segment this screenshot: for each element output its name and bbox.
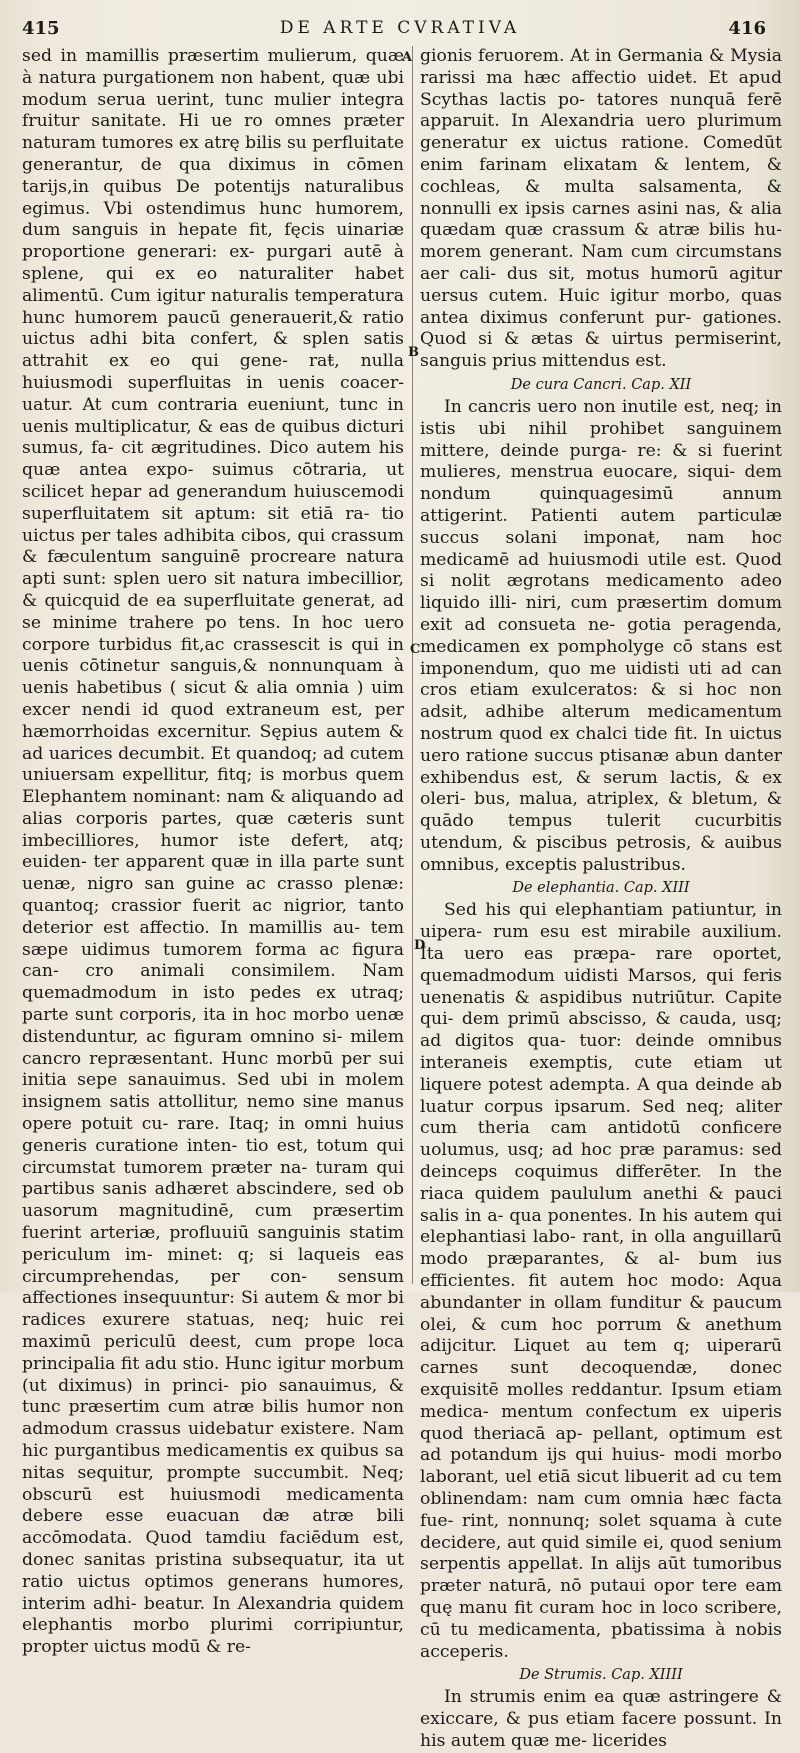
left-column	[22, 46, 404, 1658]
section-heading-strumis: De Strumis. Cap. XIIII	[519, 1667, 683, 1684]
running-title: DE ARTE CVRATIVA	[279, 18, 521, 38]
right-column-intro: gionis feruorem. At in Germania & Mysia rarissi ma hæc affectio uideŧ. Et apud Scythas lactis po- tatores nunquā ferē apparuit. In Alexandria uero plurimum generatur ex uictus ratione. Comedūt enim farinam elixatam & lentem, & cochleas, & multa salsamenta, & nonnulli ex ipsis carnes asini nas, & alia quædam quæ crassum & atræ bilis hu- morem generant. Nam cum circumstans aer cali- dus sit, motus humorū agitur uersus cutem. Huic igitur morbo, quas antea diximus conferunt pur- gationes. Quod si & ætas & uirtus permiserint, sanguis prius mittendus est.	[420, 46, 782, 372]
section-heading-elephantia: De elephantia. Cap. XIII	[512, 880, 690, 897]
right-column	[420, 46, 782, 1751]
margin-letter-b: B	[408, 345, 419, 360]
left-column-text: sed in mamillis præsertim mulierum, quæ à natura purgationem non habent, quæ ubi modum serua uerint, tunc mulier integra fruitur sanitate. Hi ue ro omnes præter naturam tumores ex atrę bilis su perfluitate generantur, de qua diximus in cōmen tarijs,in quibus De potentijs naturalibus egimus. Vbi ostendimus hunc humorem, dum sanguis in hepate fit, fęcis uinariæ proportione generari: ex- purgari autē à splene, qui ex eo naturaliter habet alimentū. Cum igitur naturalis temperatura hunc humorem paucū generauerit,& ratio uictus adhi bita confert, & splen satis attrahit ex eo qui gene- raŧ, nulla huiusmodi superfluitas in uenis coacer- uatur. At cum contraria eueniunt, tunc in uenis multiplicatur, & eas de quibus dicturi sumus, fa- cit ægritudines. Dico autem his quæ antea expo- suimus cōtraria, ut scilicet hepar ad generandum huiuscemodi superfluitatem sit aptum: sit etiā ra- tio uictus per tales adhibita cibos, qui crassum & fæculentum sanguinē procreare natura apti sunt: splen uero sit natura imbecillior, & quicquid de ea superfluitate generaŧ, ad se minime trahere po tens. In hoc uero corpore turbidus fit,ac crassescit is qui in uenis cōtinetur sanguis,& nonnunquam à uenis habetibus ( sicut & alia omnia ) uim excer nendi id quod extraneum est, per hæmorrhoidas excernitur. Sępius autem & ad uarices decumbit. Et quandoq; ad cutem uniuersam expellitur, fitq; is morbus quem Elephantem nominant: nam & aliquando ad alias corporis partes, quæ cæteris sunt imbecilliores, humor iste deferŧ, atq; euiden- ter apparent quæ in illa parte sunt uenæ, nigro san guine ac crasso plenæ: quantoq; crassior fuerit ac nigrior, tanto deterior est affectio. In mamillis au- tem sæpe uidimus tumorem forma ac figura can- cro animali consimilem. Nam quemadmodum in isto pedes ex utraq; parte sunt corporis, ita in hoc morbo uenæ distenduntur, ac figuram omnino si- milem cancro repræsentant. Hunc morbū per sui initia sepe sanauimus. Sed ubi in molem insignem satis attollitur, nemo sine manus opere potuit cu- rare. Itaq; in omni huius generis curatione inten- tio est, totum qui circumstat tumorem præter na- turam qui partibus sanis adhæret abscindere, sed ob uasorum magnitudinē, cum præsertim fuerint arteriæ, profluuiū sanguinis statim periculum im- minet: q; si laqueis eas circumprehendas, per con- sensum affectiones insequuntur: Si autem & mor bi radices exurere statuas, neq; huic rei maximū periculū deest, cum prope loca principalia fit adu stio. Hunc igitur morbum (ut diximus) in princi- pio sanauimus, & tunc præsertim cum atræ bilis humor non admodum crassus uidebatur existere. Nam hic purgantibus medicamentis ex quibus sa nitas sequitur, prompte succumbit. Neq; obscurū est huiusmodi medicamenta debere esse euacuan dæ atræ bili accōmodata. Quod tamdiu faciēdum est, donec sanitas pristina subsequatur, ita ut ratio uictus optimos generans humores, interim adhi- beatur. In Alexandria quidem elephantis morbo plurimi corripiuntur, propter uictus modū & re-	[22, 46, 404, 1658]
section-heading-cancer: De cura Cancri. Cap. XII	[510, 376, 692, 393]
column-divider	[412, 46, 413, 1284]
section-text-elephantia: Sed his qui elephantiam patiuntur, in uipera- rum esu est mirabile auxilium. Ita uero eas præpa- rare oportet, quemadmodum uidisti Marsos, qui feris uenenatis & aspidibus nutriūtur. Capite qui- dem primū abscisso, & cauda, usq; ad digitos qua- tuor: deinde omnibus interaneis exemptis, cute etiam ut liquere potest adempta. A qua deinde ab luatur corpus ipsarum. Sed neq; aliter cum theria cam antidotū conficere uolumus, usq; ad hoc præ paramus: sed deinceps coquimus differēter. In the riaca quidem paululum anethi & pauci salis in a- qua ponentes. In his autem qui elephantiasi labo- rant, in olla anguillarū modo præparantes, & al- bum ius efficientes. fit autem hoc modo: Aqua abundanter in ollam funditur & paucum olei, & cum hoc porrum & anethum adijcitur. Liquet au tem q; uiperarū carnes sunt decoquendæ, donec exquisitē molles reddantur. Ipsum etiam medica- mentum confectum ex uiperis quod theriacā ap- pellant, optimum est ad potandum ijs qui huius- modi morbo laborant, uel etiā sicut libuerit ad cu tem oblinendam: nam cum omnia hæc facta fue- rint, nonnunq; solet squama à cute decidere, aut quid simile ei, quod senium serpentis appellaŧ. In alijs aūt tumoribus præter naturā, nō putaui opor tere eam quę manu fit curam hoc in loco scribere, cū tu medicamenta, pbatissima à nobis acceperis.	[420, 900, 782, 1662]
margin-letter-d: D	[414, 938, 426, 953]
section-text-strumis: In strumis enim ea quæ astringere & exiccare, & pus etiam facere possunt. In his autem quæ me- licerides	[420, 1687, 782, 1751]
margin-letter-a: A	[402, 50, 413, 65]
section-text-cancer: In cancris uero non inutile est, neq; in istis ubi nihil prohibet sanguinem mittere, deinde purga- re: & si fuerint mulieres, menstrua euocare, siqui- dem nondum quinquagesimū annum attigerint. Patienti autem particulæ succus solani imponaŧ, nam hoc medicamē ad huiusmodi utile est. Quod si nolit ægrotans medicamento adeo liquido illi- niri, cum præsertim domum exit ad consueta ne- gotia peragenda, medicamen ex pompholyge cō stans est imponendum, quo me uidisti uti ad can cros etiam exulceratos: & si hoc non adsit, adhibe alterum medicamentum nostrum quod ex chalci tide fit. In uictus uero ratione succus ptisanæ abun danter exhibendus est, & serum lactis, & ex oleri- bus, malua, atriplex, & bletum, & quādo tempus tulerit cucurbitis utendum, & piscibus petrosis, & auibus omnibus, exceptis palustribus.	[420, 396, 782, 875]
page-number-left: 415	[22, 18, 60, 39]
page-number-right: 416	[728, 18, 766, 39]
running-header	[0, 14, 800, 40]
margin-letter-c: C	[410, 642, 421, 657]
